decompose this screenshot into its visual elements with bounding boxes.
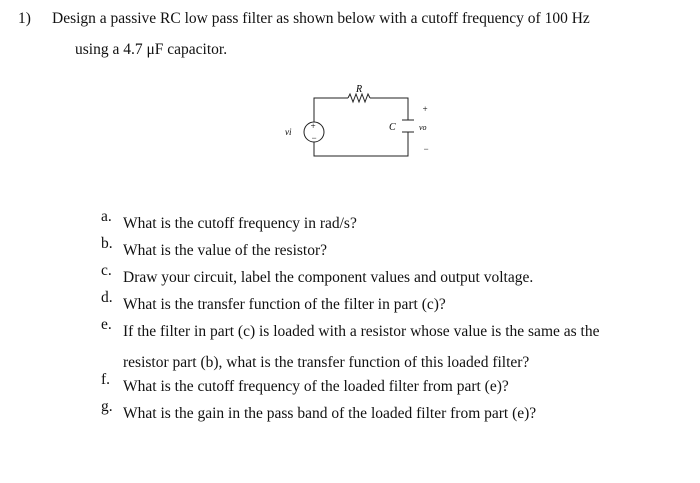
resistor-symbol xyxy=(348,94,370,102)
problem-text-line2: using a 4.7 μF capacitor. xyxy=(75,41,228,58)
part-letter: f. xyxy=(101,371,111,388)
output-voltage-label: vo xyxy=(419,123,427,132)
capacitor-label: C xyxy=(389,122,396,133)
source-minus-sign: − xyxy=(311,133,318,143)
rc-circuit-diagram xyxy=(285,84,445,164)
part-text: What is the gain in the pass band of the loaded filter from part (e)? xyxy=(123,405,537,422)
output-minus-sign: − xyxy=(423,144,430,154)
output-plus-sign: + xyxy=(422,104,429,114)
part-text: Draw your circuit, label the component values and output voltage. xyxy=(123,269,534,286)
resistor-label: R xyxy=(356,84,363,95)
part-text: What is the value of the resistor? xyxy=(123,242,328,259)
part-text: What is the transfer function of the filter in part (c)? xyxy=(123,296,446,313)
problem-number: 1) xyxy=(18,10,31,27)
problem-text-line1: Design a passive RC low pass filter as shown below with a cutoff frequency of 100 Hz xyxy=(52,10,590,27)
input-voltage-label: vi xyxy=(285,127,292,137)
part-text: If the filter in part (c) is loaded with a resistor whose value is the same as the resistor part (b), what is the transfer function of this loaded filter? xyxy=(123,323,600,371)
part-text: What is the cutoff frequency in rad/s? xyxy=(123,215,357,232)
part-letter: a. xyxy=(101,208,112,225)
part-letter: g. xyxy=(101,398,113,415)
source-plus-sign: + xyxy=(310,121,317,131)
part-letter: e. xyxy=(101,316,112,333)
part-text: What is the cutoff frequency of the loaded filter from part (e)? xyxy=(123,378,509,395)
part-letter: d. xyxy=(101,289,113,306)
part-letter: b. xyxy=(101,235,113,252)
capacitor-symbol xyxy=(402,120,414,132)
part-letter: c. xyxy=(101,262,112,279)
